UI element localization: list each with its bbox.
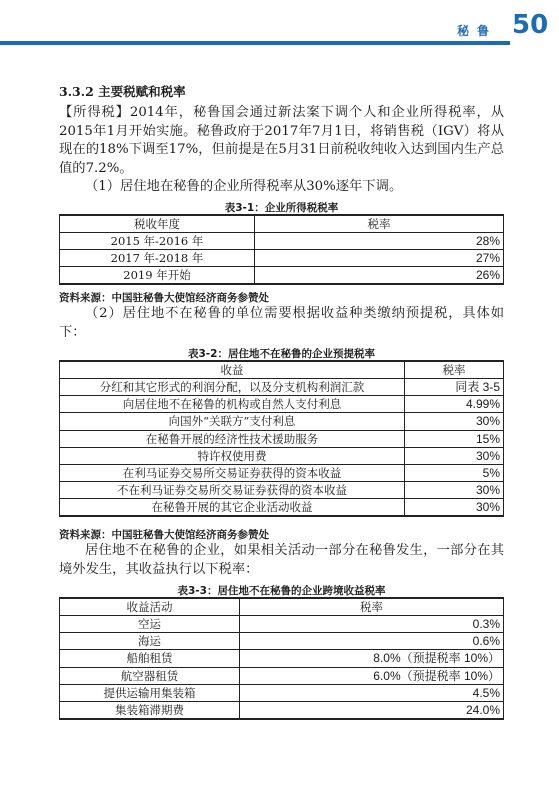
table-cell-value: 27%	[255, 250, 504, 267]
table-cell-label: 海运	[60, 633, 240, 650]
intro-paragraph: 【所得税】2014年，秘鲁国会通过新法案下调个人和企业所得税率，从2015年1月开始实施。秘鲁政府于2017年7月1日，将销售税（IGV）将从现在的18%下调至17%，但前提是在5月31日前税收纯收入达到国内生产总值的7.2%。	[59, 105, 504, 176]
table-3-title: 表3-3：居住地不在秘鲁的企业跨境收益税率	[177, 585, 386, 597]
table-cell-label: 向国外“关联方”支付利息	[60, 413, 405, 430]
running-header-country: 秘鲁	[456, 24, 497, 38]
table-cell-label: 集装箱滞期费	[60, 701, 240, 719]
cross-border-paragraph: 居住地不在秘鲁的企业，如果相关活动一部分在秘鲁发生，一部分在其境外发生，其收益执行以下税率：	[59, 543, 504, 577]
table-cell-value: 30%	[405, 482, 504, 499]
table-cell-value: 30%	[405, 499, 504, 517]
table-header-cell: 收益活动	[60, 598, 240, 616]
table-header-cell: 税收年度	[60, 215, 255, 233]
table-2	[59, 360, 504, 517]
table-cell-value: 5%	[405, 464, 504, 481]
table-cell-value: 同表 3-5	[405, 379, 504, 396]
table-cell-label: 2019 年开始	[60, 267, 255, 285]
table-row	[60, 413, 504, 430]
table-cell-value: 26%	[255, 267, 504, 285]
table-2-title: 表3-2：居住地不在秘鲁的企业预提税率	[188, 348, 375, 360]
table-header-cell: 税率	[255, 215, 504, 233]
table-cell-value: 0.3%	[240, 616, 504, 633]
table-1-source: 资料来源：中国驻秘鲁大使馆经济商务参赞处	[59, 292, 269, 304]
header-rule	[0, 41, 510, 45]
table-cell-label: 在秘鲁开展的其它企业活动收益	[60, 499, 405, 517]
table-row	[60, 499, 504, 517]
table-row	[60, 233, 504, 250]
table-cell-value: 30%	[405, 413, 504, 430]
table-2-source: 资料来源：中国驻秘鲁大使馆经济商务参赞处	[59, 529, 269, 541]
section-title: 3.3.2 主要税赋和税率	[59, 84, 186, 99]
table-cell-label: 在秘鲁开展的经济性技术援助服务	[60, 430, 405, 447]
table-row	[60, 616, 504, 633]
table-row	[60, 267, 504, 285]
table-header-row	[60, 361, 504, 379]
table-cell-value: 24.0%	[240, 701, 504, 719]
table-row	[60, 633, 504, 650]
table-cell-label: 航空器租赁	[60, 667, 240, 684]
table-row	[60, 667, 504, 684]
table-cell-value: 4.5%	[240, 684, 504, 701]
table-header-row	[60, 215, 504, 233]
table-1	[59, 214, 504, 285]
table-cell-label: 提供运输用集装箱	[60, 684, 240, 701]
table-row	[60, 447, 504, 464]
table-row	[60, 396, 504, 413]
table-row	[60, 650, 504, 667]
item-2-paragraph: （2）居住地不在秘鲁的单位需要根据收益种类缴纳预提税，具体如下：	[59, 306, 504, 340]
table-row	[60, 464, 504, 481]
table-header-cell: 收益	[60, 361, 405, 379]
table-row	[60, 482, 504, 499]
table-cell-label: 向居住地不在秘鲁的机构或自然人支付利息	[60, 396, 405, 413]
table-cell-label: 在利马证券交易所交易证券获得的资本收益	[60, 464, 405, 481]
table-cell-value: 0.6%	[240, 633, 504, 650]
table-cell-value: 15%	[405, 430, 504, 447]
table-cell-label: 船舶租赁	[60, 650, 240, 667]
table-cell-label: 空运	[60, 616, 240, 633]
table-3	[59, 597, 504, 720]
table-row	[60, 250, 504, 267]
table-cell-label: 分红和其它形式的利润分配，以及分支机构利润汇款	[60, 379, 405, 396]
table-cell-label: 不在利马证券交易所交易证券获得的资本收益	[60, 482, 405, 499]
table-row	[60, 684, 504, 701]
table-cell-value: 6.0%（预提税率 10%）	[240, 667, 504, 684]
table-row	[60, 430, 504, 447]
table-cell-label: 2017 年-2018 年	[60, 250, 255, 267]
table-cell-label: 特许权使用费	[60, 447, 405, 464]
table-header-row	[60, 598, 504, 616]
table-1-title: 表3-1：企业所得税税率	[224, 202, 339, 214]
table-cell-value: 28%	[255, 233, 504, 250]
item-1-paragraph: （1）居住地在秘鲁的企业所得税率从30%逐年下调。	[85, 179, 403, 194]
table-header-cell: 税率	[405, 361, 504, 379]
table-cell-value: 30%	[405, 447, 504, 464]
table-cell-value: 4.99%	[405, 396, 504, 413]
table-row	[60, 379, 504, 396]
table-cell-label: 2015 年-2016 年	[60, 233, 255, 250]
page-number: 50	[512, 10, 549, 40]
table-row	[60, 701, 504, 719]
table-header-cell: 税率	[240, 598, 504, 616]
table-cell-value: 8.0%（预提税率 10%）	[240, 650, 504, 667]
